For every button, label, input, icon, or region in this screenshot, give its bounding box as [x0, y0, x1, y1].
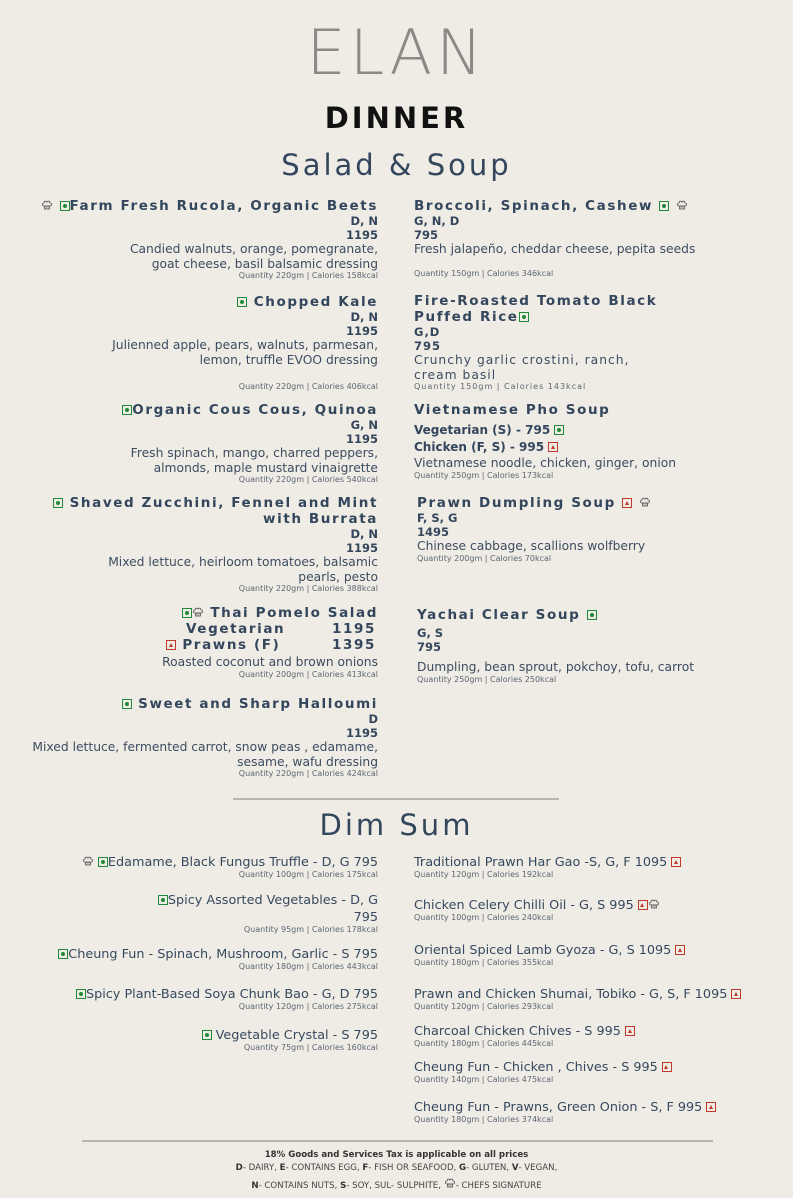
dim-sum-item	[414, 1024, 784, 1049]
menu-item-name	[20, 402, 378, 418]
menu-title: DINNER	[324, 101, 469, 135]
item-name-text: Broccoli, Spinach, Cashew	[414, 198, 654, 214]
description: Fresh spinach, mango, charred peppers,	[130, 446, 378, 460]
footer-divider	[82, 1140, 713, 1142]
quantity-calories: Quantity 200gm | Calories 413kcal	[238, 669, 378, 679]
price: 795	[414, 228, 439, 242]
price: 1195	[345, 324, 378, 338]
chef-hat-icon	[444, 1177, 456, 1189]
menu-item-name	[20, 605, 378, 621]
quantity-calories: Quantity 220gm | Calories 388kcal	[238, 584, 378, 593]
item-name-text: Cheung Fun - Chicken , Chives - S 995	[414, 1060, 658, 1075]
quantity-calories: Quantity 120gm | Calories 293kcal	[414, 1002, 554, 1011]
item-name-text: Prawn Dumpling Soup	[417, 495, 616, 511]
description: sesame, wafu dressing	[237, 754, 378, 769]
allergen-tags: G, N, D	[414, 214, 460, 228]
quantity-calories: Quantity 220gm | Calories 406kcal	[238, 382, 378, 391]
quantity-calories: Quantity 180gm | Calories 355kcal	[414, 958, 554, 967]
veg-icon	[53, 498, 63, 508]
allergen-tags: D, N	[350, 310, 378, 324]
quantity-calories: Quantity 95gm | Calories 178kcal	[243, 925, 378, 934]
legend-key: N	[251, 1181, 259, 1191]
legend-value: - DAIRY,	[242, 1163, 280, 1173]
chef-hat-icon	[648, 898, 660, 910]
veg-icon	[519, 312, 529, 322]
non-veg-icon	[548, 442, 558, 452]
legend-key: G	[459, 1163, 467, 1173]
dim-sum-item	[414, 987, 784, 1012]
non-veg-icon	[671, 857, 681, 867]
description: lemon, truffle EVOO dressing	[199, 352, 378, 367]
allergen-legend-line1	[0, 1162, 793, 1175]
description: Candied walnuts, orange, pomegranate,	[129, 242, 378, 256]
menu-item-name: Vietnamese Pho Soup	[414, 402, 611, 418]
legend-value: - CHEFS SIGNATURE	[455, 1181, 542, 1191]
description: pearls, pesto	[298, 569, 378, 584]
non-veg-icon	[622, 498, 632, 508]
menu-item-name-line2: with Burrata	[263, 511, 378, 527]
description: Dumpling, bean sprout, pokchoy, tofu, carrot	[417, 660, 695, 674]
item-name-text: Cheung Fun - Spinach, Mushroom, Garlic - S 795	[68, 947, 378, 962]
legend-key: V	[511, 1163, 519, 1173]
item-name-text: Spicy Assorted Vegetables - D, G	[167, 893, 378, 908]
veg-icon	[554, 425, 564, 435]
quantity-calories: Quantity 120gm | Calories 275kcal	[238, 1002, 378, 1011]
allergen-tags: D, N	[350, 527, 378, 541]
dim-sum-item	[414, 855, 784, 880]
legend-value: - CONTAINS EGG,	[285, 1163, 363, 1173]
brand-logo: ELAN	[306, 16, 487, 89]
quantity-calories: Quantity 140gm | Calories 475kcal	[414, 1075, 554, 1084]
menu-item	[417, 495, 787, 564]
item-name-text: Shaved Zucchini, Fennel and Mint	[69, 495, 378, 511]
quantity-calories: Quantity 120gm | Calories 192kcal	[414, 870, 554, 879]
veg-icon	[76, 989, 86, 999]
option-label: Prawns (F)	[182, 637, 281, 653]
menu-item	[20, 495, 378, 594]
menu-item-name	[20, 696, 378, 712]
allergen-legend-line2	[0, 1177, 793, 1193]
section-title-dim-sum: Dim Sum	[319, 808, 474, 842]
menu-item-name	[417, 495, 787, 511]
price: 1195	[345, 228, 378, 242]
menu-item	[20, 198, 378, 281]
non-veg-icon	[166, 640, 176, 650]
option-price: 1195	[332, 621, 376, 637]
menu-item-name-line2	[414, 309, 784, 325]
item-name-text: Chopped Kale	[253, 294, 378, 310]
item-name-text: Cheung Fun - Prawns, Green Onion - S, F 995	[414, 1100, 703, 1115]
option-row	[20, 637, 378, 653]
description: almonds, maple mustard vinaigrette	[153, 460, 378, 475]
veg-icon	[60, 201, 70, 211]
quantity-calories: Quantity 180gm | Calories 443kcal	[238, 962, 378, 971]
allergen-tags: G,D	[414, 325, 441, 339]
veg-icon	[659, 201, 669, 211]
dim-sum-item	[20, 893, 378, 935]
menu-item-name	[20, 198, 378, 214]
allergen-tags: G, N	[350, 418, 378, 432]
veg-icon	[122, 405, 132, 415]
chef-hat-icon	[676, 199, 688, 211]
option-row	[414, 422, 784, 439]
non-veg-icon	[638, 900, 648, 910]
menu-item	[20, 605, 378, 680]
quantity-calories: Quantity 100gm | Calories 175kcal	[238, 870, 378, 879]
legend-value: - FISH OR SEAFOOD,	[368, 1163, 460, 1173]
dim-sum-item	[20, 947, 378, 972]
item-name-text: Prawn and Chicken Shumai, Tobiko - G, S, F 1095	[414, 987, 728, 1002]
item-name-text: Oriental Spiced Lamb Gyoza - G, S 1095	[414, 943, 672, 958]
menu-item-name	[20, 495, 378, 511]
description: Mixed lettuce, heirloom tomatoes, balsamic	[108, 555, 378, 569]
section-title-salad-soup: Salad & Soup	[281, 148, 512, 182]
veg-icon	[58, 949, 68, 959]
item-name-text: Farm Fresh Rucola, Organic Beets	[69, 198, 378, 214]
item-price-line: 795	[353, 910, 378, 925]
chef-hat-icon	[82, 855, 94, 867]
legend-key: F	[362, 1163, 369, 1173]
quantity-calories: Quantity 180gm | Calories 445kcal	[414, 1039, 554, 1048]
quantity-calories: Quantity 220gm | Calories 158kcal	[238, 271, 378, 280]
quantity-calories: Quantity 75gm | Calories 160kcal	[243, 1043, 378, 1052]
veg-icon	[587, 610, 597, 620]
option-row	[20, 621, 378, 637]
non-veg-icon	[731, 989, 741, 999]
description: Fresh jalapeño, cheddar cheese, pepita seeds	[414, 242, 696, 256]
quantity-calories: Quantity 220gm | Calories 424kcal	[238, 769, 378, 778]
quantity-calories: Quantity 150gm | Calories 346kcal	[414, 268, 554, 278]
legend-value: - VEGAN,	[518, 1163, 558, 1173]
menu-item	[20, 402, 378, 485]
dim-sum-item	[20, 987, 378, 1012]
menu-item-name: Fire-Roasted Tomato Black	[414, 293, 658, 309]
item-name-text: Puffed Rice	[414, 309, 519, 325]
menu-item	[20, 696, 378, 779]
legend-key: E	[279, 1163, 286, 1173]
menu-item-name	[417, 607, 787, 623]
allergen-tags: F, S, G	[417, 511, 458, 525]
legend-value: - CONTAINS NUTS,	[258, 1181, 341, 1191]
menu-item	[414, 198, 784, 279]
non-veg-icon	[706, 1102, 716, 1112]
legend-value: - GLUTEN,	[466, 1163, 512, 1173]
item-name-text: Organic Cous Cous, Quinoa	[132, 402, 378, 418]
description: Chinese cabbage, scallions wolfberry	[417, 539, 646, 553]
price: 1195	[345, 541, 378, 555]
item-name-text: Vegetable Crystal - S 795	[215, 1028, 378, 1043]
legend-value: - SOY, SUL- SULPHITE,	[346, 1181, 444, 1191]
option-label: Vegetarian (S) - 795	[414, 423, 551, 437]
menu-item-name	[414, 198, 784, 214]
price: 1495	[417, 525, 450, 539]
chef-hat-icon	[192, 606, 204, 618]
item-name-text: Sweet and Sharp Halloumi	[138, 696, 378, 712]
legend-key: S	[340, 1181, 347, 1191]
allergen-tags: D	[368, 712, 378, 726]
menu-item	[414, 293, 784, 392]
menu-item	[414, 402, 784, 481]
item-name-text: Spicy Plant-Based Soya Chunk Bao - G, D 795	[85, 987, 378, 1002]
item-name-text: Chicken Celery Chilli Oil - G, S 995	[414, 898, 634, 913]
option-row	[414, 439, 784, 456]
option-price: 1395	[332, 637, 376, 653]
description: Vietnamese noodle, chicken, ginger, onion	[414, 456, 677, 470]
price: 795	[414, 339, 442, 353]
non-veg-icon	[625, 1026, 635, 1036]
description: cream basil	[414, 367, 497, 382]
dim-sum-item	[414, 1060, 784, 1085]
dim-sum-item	[414, 898, 784, 923]
item-name-text: Traditional Prawn Har Gao -S, G, F 1095	[414, 855, 668, 870]
price: 795	[417, 640, 442, 654]
section-divider	[233, 798, 559, 800]
quantity-calories: Quantity 100gm | Calories 240kcal	[414, 913, 554, 922]
legend-key: D	[235, 1163, 243, 1173]
menu-item	[417, 607, 787, 685]
quantity-calories: Quantity 180gm | Calories 374kcal	[414, 1115, 554, 1124]
menu-item-name	[20, 294, 378, 310]
dim-sum-item	[414, 1100, 784, 1125]
dim-sum-item	[20, 855, 378, 880]
quantity-calories: Quantity 250gm | Calories 173kcal	[414, 470, 554, 480]
veg-icon	[182, 608, 192, 618]
dim-sum-item	[20, 1028, 378, 1053]
chef-hat-icon	[639, 496, 651, 508]
tax-text: 18% Goods and Services Tax is applicable on all prices	[264, 1150, 529, 1160]
menu-item	[20, 294, 378, 392]
item-name-text: Thai Pomelo Salad	[210, 605, 378, 621]
item-name-text: Yachai Clear Soup	[417, 607, 581, 623]
quantity-calories: Quantity 150gm | Calories 143kcal	[414, 382, 587, 391]
allergen-tags: G, S	[417, 626, 444, 640]
veg-icon	[237, 297, 247, 307]
price: 1195	[345, 432, 378, 446]
quantity-calories: Quantity 250gm | Calories 250kcal	[417, 674, 557, 684]
price: 1195	[345, 726, 378, 740]
veg-icon	[122, 699, 132, 709]
veg-icon	[98, 857, 108, 867]
veg-icon	[158, 895, 168, 905]
option-label: Chicken (F, S) - 995	[414, 440, 545, 454]
description: Mixed lettuce, fermented carrot, snow peas , edamame,	[32, 740, 378, 754]
dim-sum-item	[414, 943, 784, 968]
description: goat cheese, basil balsamic dressing	[151, 256, 378, 271]
description: Julienned apple, pears, walnuts, parmesan,	[112, 338, 378, 352]
item-name-text: Charcoal Chicken Chives - S 995	[414, 1024, 621, 1039]
description: Roasted coconut and brown onions	[162, 655, 378, 669]
veg-icon	[202, 1030, 212, 1040]
allergen-tags: D, N	[350, 214, 378, 228]
option-label: Vegetarian	[186, 621, 286, 637]
description: Crunchy garlic crostini, ranch,	[414, 353, 630, 367]
non-veg-icon	[662, 1062, 672, 1072]
chef-hat-icon	[41, 199, 53, 211]
item-name-text: Edamame, Black Fungus Truffle - D, G 795	[107, 855, 378, 870]
tax-note	[0, 1149, 793, 1162]
quantity-calories: Quantity 220gm | Calories 540kcal	[238, 475, 378, 484]
quantity-calories: Quantity 200gm | Calories 70kcal	[417, 553, 552, 563]
non-veg-icon	[675, 945, 685, 955]
